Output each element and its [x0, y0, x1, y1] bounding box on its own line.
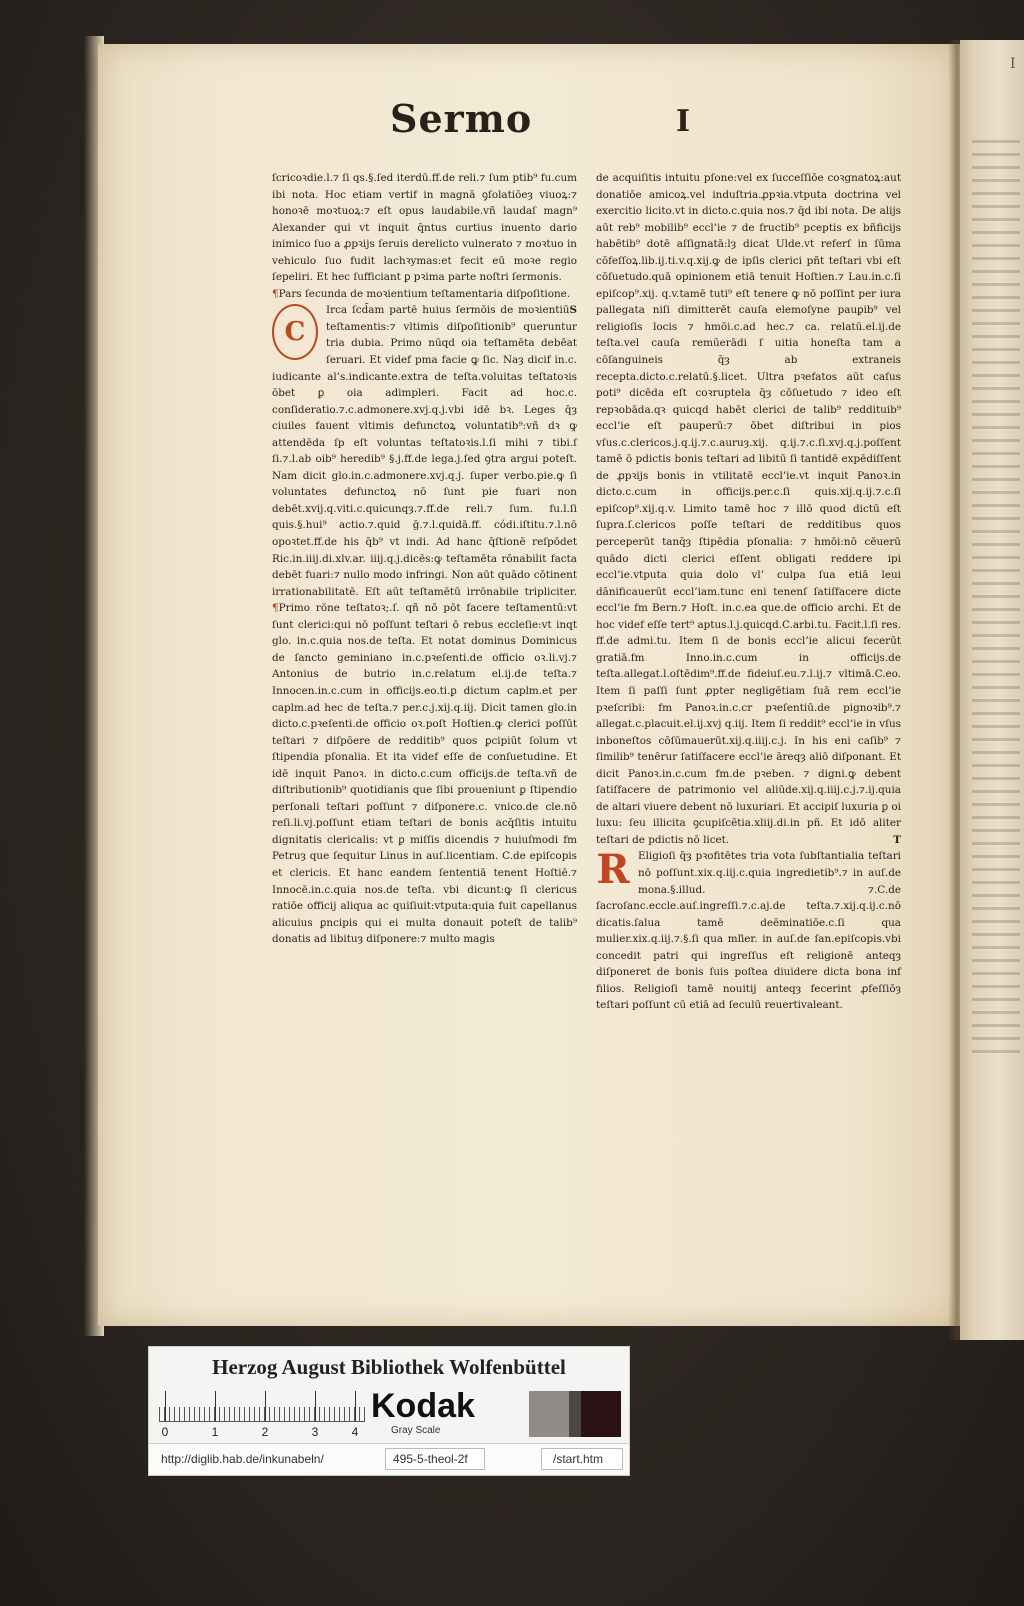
gray-scale-label: Gray Scale — [391, 1425, 441, 1436]
ruler-major-tick — [165, 1391, 166, 1421]
paragraph-text: rōne teſtatoꝛ;.ſ. qñ nō pōt facere teſtamentū:vt ſunt clerici:qui nō poſſunt teſtari ō rebus eccleſie:vt inqt glo. in.c.quia nos.de teſta. Et notat dominus Dominicus de ſancto geminiano in.c.pꝛeſenti.de officio oꝛ.li.vj.⁊ Antonius de butrio in.c.relatum el.ij.de teſta.⁊ Innocen.in.c.cum in officijs.eo.ti.ꝑ dictum caplm.et per caplm.ad hec de teſta.⁊ per.c.j.xij.q.iij. Dicit tamen glo.in dicto.c.pꝛeſenti.de officio oꝛ.poſt Hoſtien.ꝙ clerici poſſūt teſtari ⁊ diſpōere de redditib⁹ quos ꝑcipiūt ſolum vt ſtipendia pſonalia. Et ita videf eſſe de conſuetudine. Et idē inquit Panoꝛ. in dicto.c.cum officijs.de teſta.vñ de diſtributionib⁹ quotidianis que ſibi proueniunt ꝑ ſtipendio perſonali teſtari poſſunt ⁊ diſponere.c. vnico.de cle.nō reſi.li.vj.poſſunt etiam teſtari de bonis acq̄ſitis intuitu dignitatis clericalis: vt ꝑ miſſis dicendis ⁊ huiuſmodi fm Petruȝ que ſequitur Linus in auſ.licentiam. C.de epiſcopis et clericis. Et hanc eandem ſententiā tenent Hoſtiē.⁊ Innocē.in.c.quia nos.de teſta. vbi dicunt:ꝙ ſi clericus ratiōe officij aliqua ac quiſiuit:vtputa:quia fuit capellanus alicuius ꝑncipis qui ei multa donauit poteſt de talib⁹ donatis ad libituȝ diſponere:⁊ multo magis — [272, 602, 577, 946]
ruler-major-tick — [265, 1391, 266, 1421]
color-calibration-target — [148, 1346, 630, 1476]
rubric-text: Pars ſecunda de moꝛientium teſtamentaria diſpoſitione. — [278, 287, 571, 300]
facing-page-text — [972, 140, 1020, 1060]
target-footer — [149, 1443, 629, 1474]
ruler-number: 0 — [161, 1425, 169, 1439]
paragraph — [596, 848, 901, 1013]
marginal-signature: T — [893, 833, 901, 846]
rubric-heading — [272, 286, 577, 317]
gray-swatch — [529, 1391, 569, 1437]
ruler-number: 2 — [261, 1425, 269, 1439]
facing-page-mark: I — [1010, 56, 1016, 72]
library-name: Herzog August Bibliothek Wolfenbüttel — [212, 1355, 566, 1379]
marginal-signature: S — [569, 304, 577, 317]
kodak-logo: Kodak — [371, 1387, 475, 1425]
paragraph-mark: ¶ — [272, 287, 279, 300]
right-text-column — [596, 170, 901, 1014]
gray-swatch — [569, 1391, 581, 1437]
ruler-major-tick — [355, 1391, 356, 1421]
illuminated-initial: R — [596, 846, 630, 894]
paragraph: ſcricoꝛdie.l.⁊ ſi qs.§.ſed iterdū.ff.de reli.⁊ ſum ptib⁹ fu.cum ibi nota. Hoc etiam vertif in magnā ꝯſolatiōeȝ viuoꝝ:⁊ honoꝛē moꝛtuoꝝ:⁊ eſt opus laudabile.vñ laudaſ magn⁹ Alexander qui vt inquit q̄ntus curtius inuento dario inimico ſuo a ꝓpꝛijs ſeruis derelicto vulnerato ⁊ moꝛtuo in vehiculo ſuo fudit lachꝛymas:et fecit eū moꝛe regio ſepeliri. Et hec ſufficiant ꝑ pꝛima parte noſtri ſermonis. — [272, 172, 577, 284]
gray-swatch — [581, 1391, 621, 1437]
paragraph-mark: ¶ — [272, 602, 279, 615]
paragraph-mark-word: Religioſi — [633, 982, 678, 995]
ruler-number: 1 — [211, 1425, 219, 1439]
paragraph-mark-word: Primo — [278, 602, 311, 615]
scale-ruler — [159, 1391, 365, 1422]
shelfmark: 495-5-theol-2f — [393, 1452, 468, 1466]
start-url: /start.htm — [553, 1452, 604, 1466]
ruler-major-tick — [215, 1391, 216, 1421]
ruler-number: 3 — [311, 1425, 319, 1439]
ruler-number: 4 — [351, 1425, 359, 1439]
paragraph-text: nūqd oia teſtamēta debēat ſeruari. Et videf pma facie ꝙ ſic. Naȝ dicif in.c. iudicante al’s.indicante.extra de teſta.voluitas teſtatoꝛis ōbet ꝑ oia adimpleri. Facit ad hoc.c. conſideratio.⁊.c.admonere.xvj.q.j.vbi idē bꝛ. Leges q̄ȝ ciuiles fauent vltimis defunctoꝝ voluntatib⁹:vñ dꝛ ꝙ attendēda ſp eſt voluntas teſtatoꝛis.l.ſi mihi ⁊ tibi.ſ ſi.⁊.l.ab oib⁹ heredib⁹ §.j.ff.de lega.j.ſed ꝯtra argui poteſt. Nam dicit glo.in.c.admonere.xvj.q.j. ſuper verbo.pie.ꝙ ſi voluntates defunctoꝝ nō ſunt pie fuari non debēt.xvij.q.viti.c.quicunqȝ.⁊.ff.de reli.⁊ ſum. fu.l.ſi quis.§.hui⁹ actio.⁊.quid ḡ.⁊.l.quidā.ff. códi.iſtitu.⁊.l.nō opoꝛtet.ff.de his q̄b⁹ vt indi. Ad hanc q̄ſtionē reſpōdet Ric.in.iiij.di.xlv.ar. iiij.q.j.dicēs:ꝙ teſtamēta rōnabilit facta debēt fuari:⁊ nullo modo infringi. Non aūt quādo cōtinent irrationabilitatē. Eſt aūt teſtamētū irrōnabile tripliciter. — [272, 337, 577, 598]
folio-number: I — [676, 104, 691, 139]
paragraph — [596, 170, 901, 848]
illuminated-initial: C — [272, 304, 318, 360]
source-url: http://diglib.hab.de/inkunabeln/ — [161, 1452, 324, 1466]
paragraph-text: tamē nouitij anteqȝ fecerint ꝓfeſſiōȝ teſtari poſſunt cū etiā ad ſeculū reuertivaleant. — [596, 982, 901, 1012]
paragraph-text: de acquiſitis intuitu pſone:vel ex ſucceſſiōe coꝛgnatoꝝ:aut donatiōe amicoꝝ.vel induſtria.ꝓpꝛia.vtputa doctrina vel exercitio licito.vt in dicto.c.quia nos.⁊ q̄d ibi nota. De alijs aūt reb⁹ mobilib⁹ eccl’ie ⁊ de fructib⁹ pceptis ex bñficijs habētib⁹ dotē aſſignatā:lȝ dicat Ulde.vt referſ in ſūma cōfeſſoꝝ.lib.ij.ti.v.q.xij.ꝙ de ipſis clerici pñt teſtari vbi eſt cōſuetudo.quā opinionem etiā tenuit Hoſtien.⁊ Lau.in.c.ſi epiſcop⁹.xij. q.v.tamē tuti⁹ eſt tenere ꝙ nō poſſint per iura pallegata niſi dimitterēt cauſa elemoſyne pauꝑib⁹ vel religioſis locis ⁊ hmōi.c.ad hec.⁊ ca. relatū.el.ij.de teſta.vel cauſa remūerādi ſ uitia honeſta tam a cōſanguineis q̄ȝ ab extraneis recepta.dicto.c.relatū.§.licet. Ultra pꝛefatos aūt caſus poti⁹ dicēda eſt coꝛruptela q̄ȝ cōſuetudo ⁊ ideo eſt repꝛobāda.qꝛ quicqd habēt clerici de talib⁹ reddituib⁹ eccl’ie eſt pauperū:⁊ ōbet diſtribui in pios vſus.c.clericos.j.q.ij.⁊.c.auruȝ.xij. q.ij.⁊.c.ſi.xvj.q.j.poſſent tamē ō pdictis bonis teſtari ad libitū ſi tantidē expēdiſſent de ꝓpꝛijs bonis in vtilitatē eccl’ie.vt inquit Panoꝛ.in dicto.c.cum in officijs.per.c.ſi quis.xij.q.ij.⁊.c.ſi epiſcop⁹.xij.q.v. Limito tamē hoc ⁊ illō quod dictū eſt ſupra.ſ.clericos poſſe teſtari de redditibus quos perceperūt tanq̄ȝ ſtipēdia pſonalia: ⁊ hmōi:nō cēuerū quādo dicti clerici eſſent obligati reddere ipi eccl’ie.vtputa quia dolo vl’ culpa ſua etiā leui dānificauerūt eccl’iam.tunc eni tenenſ ſatiſfacere dicte eccl’ie fm Bern.⁊ Hoſt. in.c.ea que.de officio archi. Et de hoc videf eſſe tert⁹ aptus.l.j.quicqd.C.arbi.tu. Facit.l.ſi res. ff.de admi.tu. Item ſi de bonis eccl’ie alicui fecerūt gratiā.fm Inno.in.c.cum in officijs.de teſta.allegat.l.oſtēdim⁹.ff.de fideiuſ.eu.⁊.l.ij.⁊ vltimā.C.eo. Item ſi paſſi ſunt ꝓpter negligētiam ſuā rem eccl’ie pꝛeſcribi: fm Panoꝛ.in.c.cr pꝛeſentiū.de pignoꝛib⁹.⁊ allegat.c.placuit.el.ij.xvj q.iij. Item ſi reddit⁹ eccl’ie in vſus inboneſtos cōſūmauerūt.xij.q.iiij.c.j. In his eni caſib⁹ ⁊ ſimilib⁹ tenērur ſatiſfacere eccl’ie āreqȝ aliō diſponant. Et dicit Panoꝛ.in.c.cum fm.de pꝛeben. ⁊ digni.ꝙ debent ſatiſfacere de patrimonio vel aliūde.xij.q.iiij.c.j.⁊.ij.quia de altari viuere debent nō luxuriari. Et accipiſ luxuria ꝑ oi luxu: ſeu illicita ꝯcupiſcētia.xliij.di.in pñ. Et idō aliter teſtari de pdictis nō licet. — [596, 172, 901, 846]
ruler-major-tick — [315, 1391, 316, 1421]
paragraph — [272, 302, 577, 947]
left-text-column — [272, 170, 577, 948]
paragraph-lead: Irca ſcd̄am partē huius ſermōis de moꝛientiū teſtamentis:⁊ vltimis diſpoſitionib⁹ queruntur tria dubia. — [326, 304, 577, 350]
paragraph-mark-word: Primo — [390, 337, 422, 350]
running-title: Sermo — [390, 96, 533, 141]
paragraph-lead: Eligioſi q̄ȝ pꝛofitētes tria vota ſubſtantialia teſtari nō poſſunt.xix.q.iij.c.quia ingredietib⁹.⁊ in auſ.de mona.§.illud. ⁊.C.de ſacroſanc.eccle.auſ.ingreſſi.⁊.c.aj.de teſta.⁊.xij.q.ij.c.nō dicatis.ſalua tamē deēminatiōe.c.ſi qua mulier.xix.q.iij.⁊.§.ſi qua mľier. in auſ.de ſan.epiſcopis.vbi concedit patri qui ingreſſus eſt religionē anteqȝ diſponeret de bonis ſuis poſtea diuidere dicta bona inf filios. — [596, 850, 901, 995]
